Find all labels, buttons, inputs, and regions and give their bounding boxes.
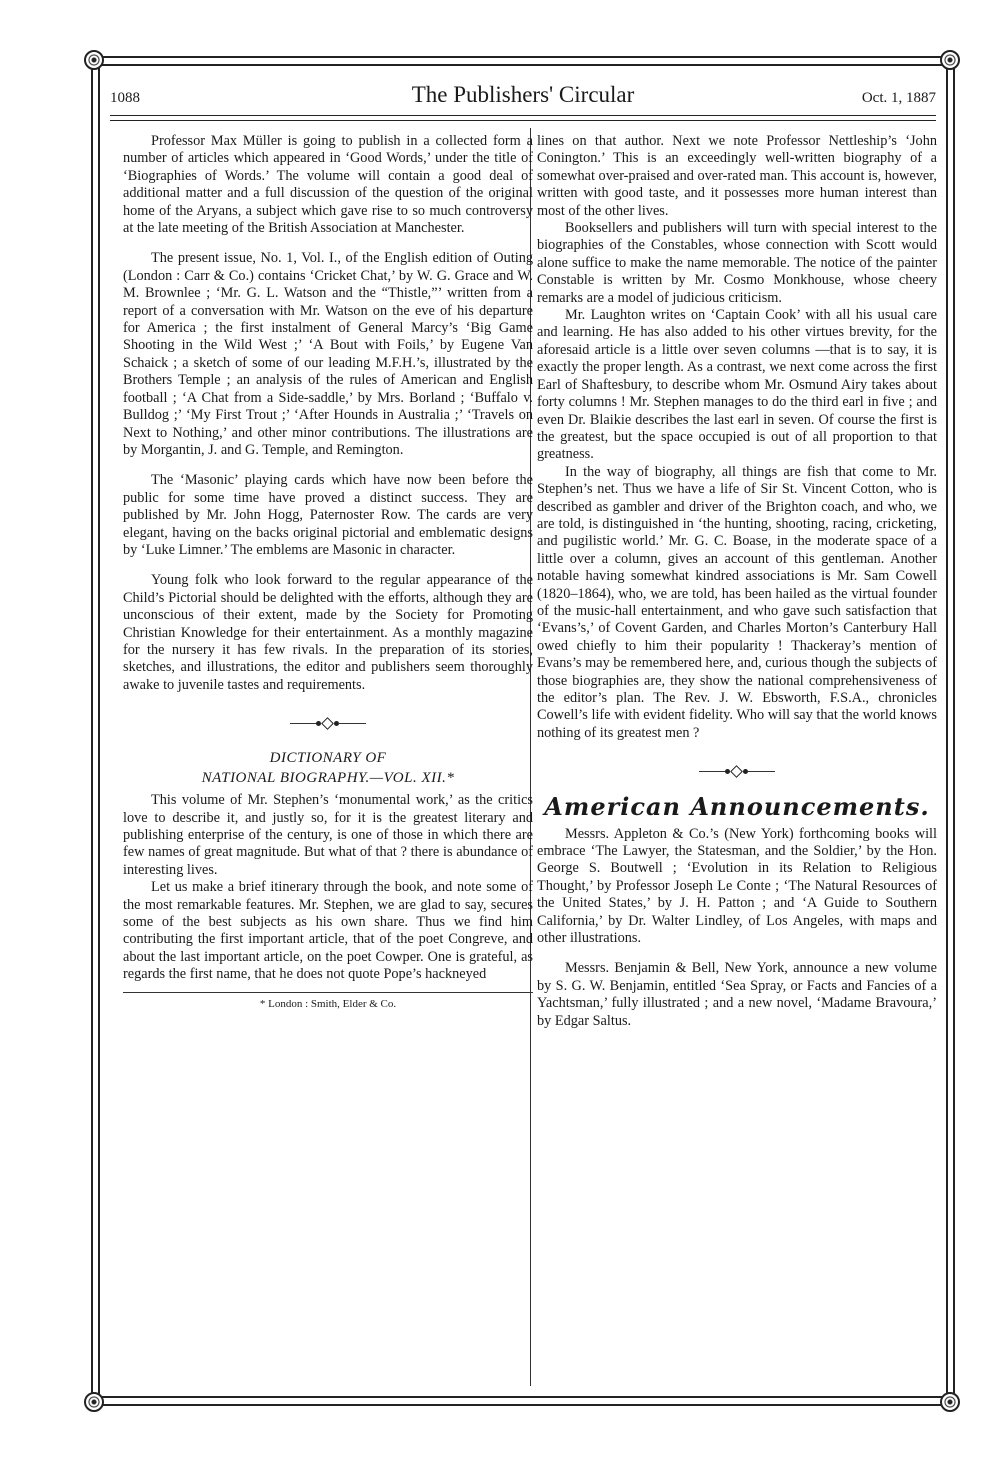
- paragraph-constables: Booksellers and publishers will turn with special interest to the biographies of the Constables, whose connection with Scott would alone suffice to make the name memorable. The notice of the painter Constable is written by Mr. Cosmo Monkhouse, whose cheery remarks are a model of judicious criticism.: [537, 220, 937, 306]
- header-rule: [110, 115, 936, 121]
- publication-title: The Publishers' Circular: [411, 82, 635, 107]
- left-column: [123, 133, 533, 1011]
- corner-rosette-icon: [940, 50, 960, 70]
- corner-rosette-icon: [940, 1392, 960, 1412]
- footnote-rule: [123, 992, 533, 993]
- paragraph-childs-pictorial: Young folk who look forward to the regular appearance of the Child’s Pictorial should be delighted with the efforts, although they are unconscious of their extent, made by the Society for Promoting Christian Knowledge for their entertainment. As a monthly magazine for the nursery it has few rivals. In the preparation of its stories, sketches, and illustrations, the editor and publishers seem thoroughly awake to juvenile tastes and requirements.: [123, 572, 533, 693]
- page-number: 1088: [110, 90, 140, 106]
- running-header: [110, 82, 936, 112]
- paragraph-benjamin-bell: Messrs. Benjamin & Bell, New York, announce a new volume by S. G. W. Benjamin, entitled ‘Sea Spray, or Facts and Fancies of a Yachtsman,’ fully illustrated ; and a new novel, ‘Madame Bravoura,’ by Edgar Saltus.: [537, 960, 937, 1029]
- section-heading-line2: NATIONAL BIOGRAPHY.—VOL. XII.*: [201, 770, 455, 787]
- right-column: [537, 133, 937, 1030]
- section-heading-american-announcements: American Announcements.: [544, 792, 930, 822]
- corner-rosette-icon: [84, 50, 104, 70]
- paragraph-st-vincent-cotton: In the way of biography, all things are fish that come to Mr. Stephen’s net. Thus we have a life of Sir St. Vincent Cotton, who is described as gambler and driver of the Brighton coach, and who, we are told, is distinguished in ‘the hunting, shooting, racing, cricketing, and pugilistic world.’ Mr. G. C. Boase, in the moderate space of a little over a column, gives an account of this gentleman. Another notable having somewhat kindred associations is Mr. Sam Cowell (1820–1864), who, we are told, has been hailed as the virtual founder of the music-hall entertainment, and who gave such satisfaction that ‘Evans’s,’ of Covent Garden, and Charles Morton’s Canterbury Hall owed chiefly to him their popularity ! Thackeray’s mention of Evans’s may be remembered here, and, curious though the subjects of those biographies are, they show the national comprehensiveness of the editor’s plan. The Rev. J. W. Ebsworth, F.S.A., chronicles Cowell’s life with evident fidelity. Who will say that the world knows nothing of its greatest men ?: [537, 463, 937, 741]
- frame-left-border: [91, 62, 100, 1396]
- paragraph-outing: The present issue, No. 1, Vol. I., of the English edition of Outing (London : Carr & Co.) contains ‘Cricket Chat,’ by W. G. Grace and W. M. Brownlee ; ‘Mr. G. L. Watson and the “Thistle,”’ written from a report of a conversation with Mr. Watson on the eve of his departure for America ; the first instalment of General Marcy’s ‘Big Game Shooting in the Wild West ;’ ‘A Bout with Foils,’ by Eugene Van Schaick ; a sketch of some of our leading M.F.H.’s, illustrated by the Brothers Temple ; an analysis of the rules of American and English football ; ‘A Chat from a Side-saddle,’ by Mrs. Borland ; ‘Buffalo v. Bulldog ;’ ‘My First Trout ;’ ‘After Hounds in Australia ;’ ‘Travels on Next to Nothing,’ and other minor contributions. The illustrations are by Morgantin, J. and G. Temple, and Remington.: [123, 250, 533, 458]
- section-separator-ornament: [537, 762, 937, 782]
- section-heading-dnb: [123, 748, 533, 788]
- paragraph-dnb-itinerary: Let us make a brief itinerary through the book, and note some of the most remarkable features. Mr. Stephen, we are glad to say, secures some of the best subjects as his own share. Thus we find him contributing the first important article, that of the poet Congreve, and about the last important article, on the poet Cowper. One is grateful, as regards the first name, that he does not quote Pope’s hackneyed: [123, 879, 533, 983]
- paragraph-max-muller: Professor Max Müller is going to publish in a collected form a number of articles which appeared in ‘Good Words,’ under the title of ‘Biographies of Words.’ The volume will contain a good deal of additional matter and a full discussion of the question of the original home of the Aryans, a subject which gave rise to so much controversy at the late meeting of the British Association at Manchester.: [123, 133, 533, 237]
- footnote: * London : Smith, Elder & Co.: [259, 997, 397, 1010]
- paragraph-appleton: Messrs. Appleton & Co.’s (New York) forthcoming books will embrace ‘The Lawyer, the Statesman, and the Soldier,’ by the Hon. George S. Boutwell ; ‘Evolution in its Relation to Religious Thought,’ by Professor Joseph Le Conte ; ‘The Natural Resources of the United States,’ by J. H. Patton ; and ‘A Guide to Southern California,’ by Dr. Walter Lindley, of Los Angeles, with maps and other illustrations.: [537, 825, 937, 947]
- frame-right-border: [946, 62, 955, 1396]
- section-separator-ornament: [123, 714, 533, 734]
- paragraph-dnb-intro: This volume of Mr. Stephen’s ‘monumental work,’ as the critics love to describe it, and justly so, for it is the greatest literary and publishing enterprise of the century, is one of those in which there are few names of great magnitude. But what of that ? there is abundance of interesting lives.: [123, 792, 533, 878]
- corner-rosette-icon: [84, 1392, 104, 1412]
- paragraph-masonic-cards: The ‘Masonic’ playing cards which have now been before the public for some time have proved a distinct success. They are published by Mr. John Hogg, Paternoster Row. The cards are very elegant, having on the backs original pictorial and emblematic designs by ‘Luke Limner.’ The emblems are Masonic in character.: [123, 472, 533, 558]
- section-heading-line1: DICTIONARY OF: [269, 750, 387, 767]
- frame-top-border: [97, 56, 949, 66]
- issue-date: Oct. 1, 1887: [861, 90, 936, 106]
- paragraph-conington: lines on that author. Next we note Professor Nettleship’s ‘John Conington.’ This is an exceedingly well-written biography of a somewhat over-praised and over-rated man. This account is, however, written with good taste, and it possesses more human interest than most of the other lives.: [537, 133, 937, 219]
- paragraph-captain-cook: Mr. Laughton writes on ‘Captain Cook’ with all his usual care and learning. He has also added to his other virtues brevity, for the aforesaid article is a little over seven columns —that is to say, it is exactly the proper length. As a contrast, we next come across the first Earl of Shaftesbury, to describe whom Mr. Osmund Airy takes about forty columns ! Mr. Stephen manages to do the third earl in five ; and even Dr. Blaikie describes the last earl in seven. Of course the first is the greatest, but the space occupied is out of all proportion to that greatness.: [537, 307, 937, 463]
- frame-bottom-border: [97, 1396, 949, 1406]
